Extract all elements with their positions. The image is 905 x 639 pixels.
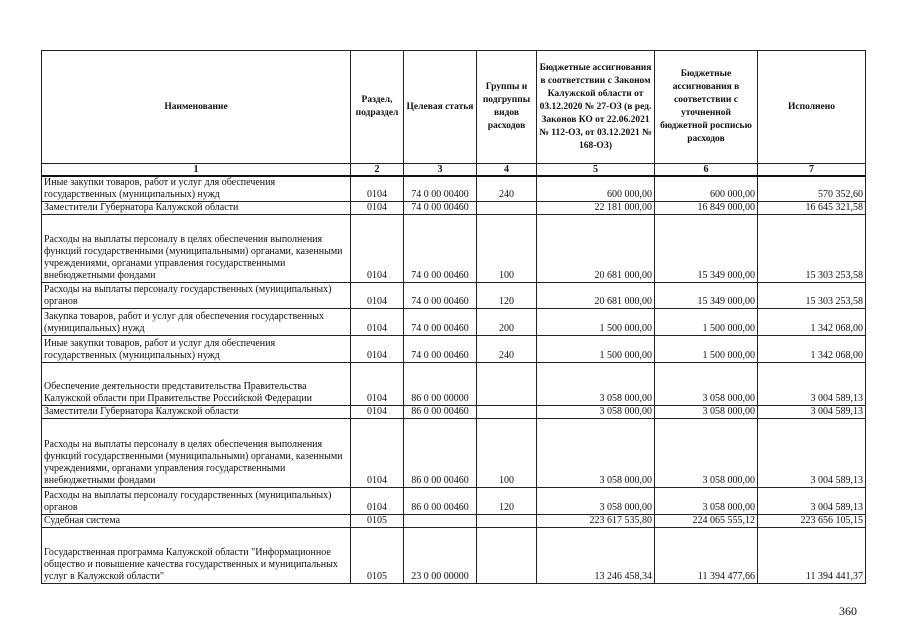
header-name: Наименование — [42, 51, 351, 164]
header-executed: Исполнено — [758, 51, 866, 164]
row-executed-amount: 3 004 589,13 — [758, 363, 866, 406]
row-law-amount: 223 617 535,80 — [537, 515, 655, 528]
row-group: 240 — [477, 336, 537, 363]
row-name: Государственная программа Калужской области "Информационное общество и повышение качества государственных и муниципальных услуг в Калужской области" — [42, 528, 351, 584]
row-target: 86 0 00 00460 — [404, 419, 477, 488]
column-number: 3 — [404, 164, 477, 177]
row-executed-amount: 15 303 253,58 — [758, 215, 866, 283]
row-section: 0104 — [351, 488, 404, 515]
row-group — [477, 528, 537, 584]
row-name: Иные закупки товаров, работ и услуг для обеспечения государственных (муниципальных) нужд — [42, 176, 351, 202]
row-name: Иные закупки товаров, работ и услуг для обеспечения государственных (муниципальных) нужд — [42, 336, 351, 363]
row-section: 0105 — [351, 515, 404, 528]
row-group: 100 — [477, 215, 537, 283]
header-target: Целевая статья — [404, 51, 477, 164]
row-executed-amount: 3 004 589,13 — [758, 488, 866, 515]
row-section: 0104 — [351, 309, 404, 336]
row-revised-amount: 11 394 477,66 — [655, 528, 758, 584]
column-number: 4 — [477, 164, 537, 177]
row-executed-amount: 16 645 321,58 — [758, 202, 866, 215]
row-section: 0104 — [351, 215, 404, 283]
column-number: 1 — [42, 164, 351, 177]
table-row — [42, 215, 866, 283]
row-target: 74 0 00 00400 — [404, 176, 477, 202]
page-number: 360 — [839, 604, 857, 618]
row-executed-amount: 3 004 589,13 — [758, 406, 866, 419]
header-revised-allocations: Бюджетные ассигнования в соответствии с уточненной бюджетной росписью расходов — [655, 51, 758, 164]
row-law-amount: 3 058 000,00 — [537, 488, 655, 515]
row-section: 0104 — [351, 336, 404, 363]
row-group — [477, 406, 537, 419]
row-name: Судебная система — [42, 515, 351, 528]
row-revised-amount: 15 349 000,00 — [655, 215, 758, 283]
header-group: Группы и подгруппы видов расходов — [477, 51, 537, 164]
row-section: 0104 — [351, 363, 404, 406]
table-row — [42, 309, 866, 336]
row-target: 86 0 00 00460 — [404, 406, 477, 419]
row-name: Закупка товаров, работ и услуг для обеспечения государственных (муниципальных) нужд — [42, 309, 351, 336]
table-row — [42, 176, 866, 202]
row-revised-amount: 3 058 000,00 — [655, 419, 758, 488]
table-row — [42, 488, 866, 515]
row-section: 0104 — [351, 419, 404, 488]
row-revised-amount: 15 349 000,00 — [655, 283, 758, 309]
row-target: 23 0 00 00000 — [404, 528, 477, 584]
row-name: Заместители Губернатора Калужской области — [42, 202, 351, 215]
row-name: Заместители Губернатора Калужской области — [42, 406, 351, 419]
row-law-amount: 20 681 000,00 — [537, 283, 655, 309]
row-law-amount: 20 681 000,00 — [537, 215, 655, 283]
row-law-amount: 13 246 458,34 — [537, 528, 655, 584]
row-revised-amount: 1 500 000,00 — [655, 309, 758, 336]
row-group: 120 — [477, 283, 537, 309]
column-number: 6 — [655, 164, 758, 177]
row-executed-amount: 1 342 068,00 — [758, 309, 866, 336]
row-law-amount: 3 058 000,00 — [537, 406, 655, 419]
row-revised-amount: 600 000,00 — [655, 176, 758, 202]
row-revised-amount: 224 065 555,12 — [655, 515, 758, 528]
column-number: 5 — [537, 164, 655, 177]
row-target: 86 0 00 00460 — [404, 488, 477, 515]
row-law-amount: 3 058 000,00 — [537, 363, 655, 406]
table-row — [42, 406, 866, 419]
row-target: 86 0 00 00000 — [404, 363, 477, 406]
row-revised-amount: 16 849 000,00 — [655, 202, 758, 215]
row-name: Расходы на выплаты персоналу в целях обеспечения выполнения функций государственными (муниципальными) органами, казенными учреждениями, органами управления государственными внебюджетными фондами — [42, 215, 351, 283]
column-number: 2 — [351, 164, 404, 177]
row-group — [477, 515, 537, 528]
row-executed-amount: 3 004 589,13 — [758, 419, 866, 488]
row-group: 120 — [477, 488, 537, 515]
row-group: 200 — [477, 309, 537, 336]
row-law-amount: 600 000,00 — [537, 176, 655, 202]
row-name: Расходы на выплаты персоналу государственных (муниципальных) органов — [42, 283, 351, 309]
table-row — [42, 202, 866, 215]
row-law-amount: 1 500 000,00 — [537, 309, 655, 336]
row-section: 0104 — [351, 406, 404, 419]
row-section: 0104 — [351, 202, 404, 215]
row-executed-amount: 223 656 105,15 — [758, 515, 866, 528]
table-row — [42, 283, 866, 309]
row-executed-amount: 570 352,60 — [758, 176, 866, 202]
row-group — [477, 363, 537, 406]
table-row — [42, 363, 866, 406]
row-target: 74 0 00 00460 — [404, 309, 477, 336]
row-group: 240 — [477, 176, 537, 202]
row-target: 74 0 00 00460 — [404, 283, 477, 309]
row-law-amount: 1 500 000,00 — [537, 336, 655, 363]
row-section: 0105 — [351, 528, 404, 584]
row-name: Расходы на выплаты персоналу в целях обеспечения выполнения функций государственными (муниципальными) органами, казенными учреждениями, органами управления государственными внебюджетными фондами — [42, 419, 351, 488]
row-executed-amount: 11 394 441,37 — [758, 528, 866, 584]
row-executed-amount: 1 342 068,00 — [758, 336, 866, 363]
header-law-allocations: Бюджетные ассигнования в соответствии с Законом Калужской области от 03.12.2020 № 27-ОЗ (в ред. Законов КО от 22.06.2021 № 112-ОЗ, от 03.12.2021 № 168-ОЗ) — [537, 51, 655, 164]
row-group — [477, 202, 537, 215]
table-row — [42, 528, 866, 584]
row-target: 74 0 00 00460 — [404, 202, 477, 215]
header-section: Раздел, подраздел — [351, 51, 404, 164]
row-section: 0104 — [351, 176, 404, 202]
row-law-amount: 3 058 000,00 — [537, 419, 655, 488]
row-revised-amount: 3 058 000,00 — [655, 488, 758, 515]
row-name: Обеспечение деятельности представительства Правительства Калужской области при Правительстве Российской Федерации — [42, 363, 351, 406]
budget-table — [41, 50, 866, 584]
row-name: Расходы на выплаты персоналу государственных (муниципальных) органов — [42, 488, 351, 515]
header-row — [42, 51, 866, 164]
column-number: 7 — [758, 164, 866, 177]
table-row — [42, 515, 866, 528]
row-target — [404, 515, 477, 528]
table-row — [42, 336, 866, 363]
row-law-amount: 22 181 000,00 — [537, 202, 655, 215]
row-target: 74 0 00 00460 — [404, 336, 477, 363]
row-revised-amount: 1 500 000,00 — [655, 336, 758, 363]
row-executed-amount: 15 303 253,58 — [758, 283, 866, 309]
row-group: 100 — [477, 419, 537, 488]
column-number-row — [42, 164, 866, 177]
table-row — [42, 419, 866, 488]
row-revised-amount: 3 058 000,00 — [655, 363, 758, 406]
row-section: 0104 — [351, 283, 404, 309]
row-target: 74 0 00 00460 — [404, 215, 477, 283]
row-revised-amount: 3 058 000,00 — [655, 406, 758, 419]
